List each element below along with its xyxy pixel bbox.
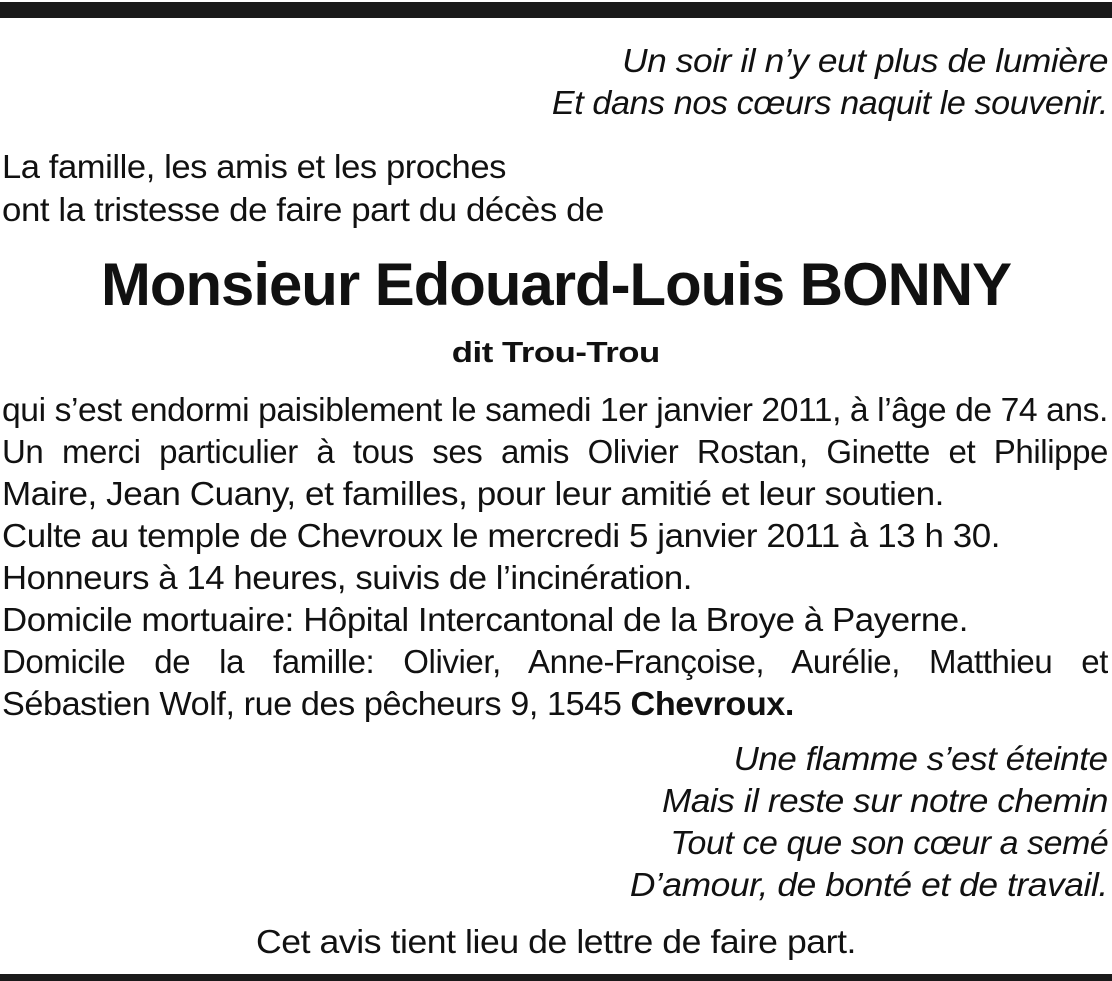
body-line-1: qui s’est endormi paisiblement le samedi 1er janvier 2011, à l’âge de 74 ans. xyxy=(2,391,1108,428)
address-town: Chevroux. xyxy=(630,685,794,722)
deceased-name xyxy=(0,250,1112,320)
closing-line: Cet avis tient lieu de lettre de faire part. xyxy=(256,923,857,960)
intro-line-2: ont la tristesse de faire part du décès de xyxy=(2,191,604,228)
deceased-nickname-text: dit Trou-Trou xyxy=(451,337,660,369)
poem-top-line-2: Et dans nos cœurs naquit le souvenir. xyxy=(552,84,1108,121)
poem-bottom-line-3: Tout ce que son cœur a semé xyxy=(670,824,1108,861)
body-line-7: Domicile de la famille: Olivier, Anne-Françoise, Aurélie, Matthieu et xyxy=(2,643,1108,680)
deceased-nickname xyxy=(0,333,1112,373)
poem-bottom-line-4: D’amour, de bonté et de travail. xyxy=(630,866,1108,903)
body-line-6: Domicile mortuaire: Hôpital Intercantonal de la Broye à Payerne. xyxy=(2,601,969,638)
address-text: Sébastien Wolf, rue des pêcheurs 9, 1545 xyxy=(2,685,631,722)
body-line-5: Honneurs à 14 heures, suivis de l’incinération. xyxy=(2,559,692,596)
intro-line-1: La famille, les amis et les proches xyxy=(2,148,506,185)
poem-top-line-1: Un soir il n’y eut plus de lumière xyxy=(622,42,1108,79)
body-line-2: Un merci particulier à tous ses amis Olivier Rostan, Ginette et Philippe xyxy=(2,433,1108,470)
body-line-8 xyxy=(2,682,794,726)
deceased-name-text: Monsieur Edouard-Louis BONNY xyxy=(101,251,1011,318)
body-line-4: Culte au temple de Chevroux le mercredi 5 janvier 2011 à 13 h 30. xyxy=(2,517,1000,554)
poem-bottom-line-2: Mais il reste sur notre chemin xyxy=(662,782,1108,819)
bottom-border-rule xyxy=(0,974,1112,981)
poem-bottom-line-1: Une flamme s’est éteinte xyxy=(734,740,1108,777)
body-line-3: Maire, Jean Cuany, et familles, pour leur amitié et leur soutien. xyxy=(2,475,944,512)
